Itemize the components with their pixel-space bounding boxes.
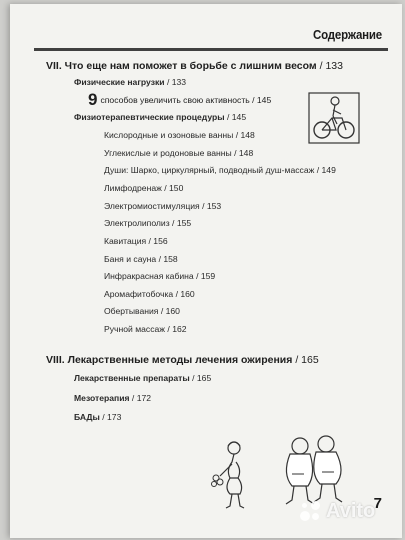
book-page (10, 4, 402, 538)
toc-entry: Углекислые и родоновые ванны / 148 (104, 148, 254, 158)
toc-entry-page: / 145 (249, 95, 272, 105)
two-men-illustration (278, 434, 350, 508)
section-8-page: / 165 (295, 354, 319, 366)
toc-entry: Кавитация / 156 (104, 236, 168, 246)
toc-entry-label: Лекарственные препараты (74, 373, 190, 383)
toc-entry-label: способов увеличить свою активность (100, 95, 250, 105)
toc-entry: Аромафитобочка / 160 (104, 289, 195, 299)
toc-entry: Инфракрасная кабина / 159 (104, 271, 216, 281)
toc-entry: Ручной массаж / 162 (104, 324, 187, 334)
toc-entry: Баня и сауна / 158 (104, 254, 178, 264)
toc-entry (74, 373, 211, 383)
toc-entry: Электромиостимуляция / 153 (104, 201, 222, 211)
header-rule (34, 48, 388, 51)
avito-logo-icon (300, 501, 322, 523)
woman-illustration (208, 440, 256, 510)
avito-watermark (300, 500, 375, 523)
toc-entry (74, 412, 121, 422)
toc-entry: Кислородные и озоновые ванны / 148 (104, 130, 255, 140)
section-8-title: VIII. Лекарственные методы лечения ожирения (46, 354, 293, 366)
big-number: 9 (88, 90, 98, 109)
section-7-page: / 133 (319, 60, 343, 72)
toc-entry-page: / 145 (224, 112, 247, 122)
toc-entry (74, 112, 246, 122)
toc-entry: Лимфодренаж / 150 (104, 183, 184, 193)
toc-entry-page: / 173 (99, 412, 122, 422)
toc-entry (74, 393, 151, 403)
toc-entry (74, 77, 186, 87)
section-7-heading (46, 60, 343, 72)
cyclist-illustration (308, 92, 360, 144)
toc-entry: Электролиполиз / 155 (104, 218, 192, 228)
page-header-title: Содержание (312, 28, 382, 42)
toc-entry: Обертывания / 160 (104, 306, 180, 316)
toc-entry-label: Физиотерапевтические процедуры (74, 112, 225, 122)
toc-entry-label: Физические нагрузки (74, 77, 165, 87)
toc-entry-nine-ways (88, 90, 271, 110)
watermark-text: Avito (326, 500, 376, 522)
section-8-heading (46, 354, 319, 366)
toc-entry-page: / 133 (164, 77, 187, 87)
toc-entry: Души: Шарко, циркулярный, подводный душ-массаж / 149 (104, 165, 336, 175)
section-7-title: VII. Что еще нам поможет в борьбе с лишним весом (46, 60, 317, 72)
toc-entry-page: / 165 (189, 373, 212, 383)
page-number: 7 (373, 495, 382, 512)
toc-entry-label: БАДы (74, 412, 100, 422)
toc-entry-label: Мезотерапия (74, 393, 130, 403)
toc-entry-page: / 172 (129, 393, 152, 403)
